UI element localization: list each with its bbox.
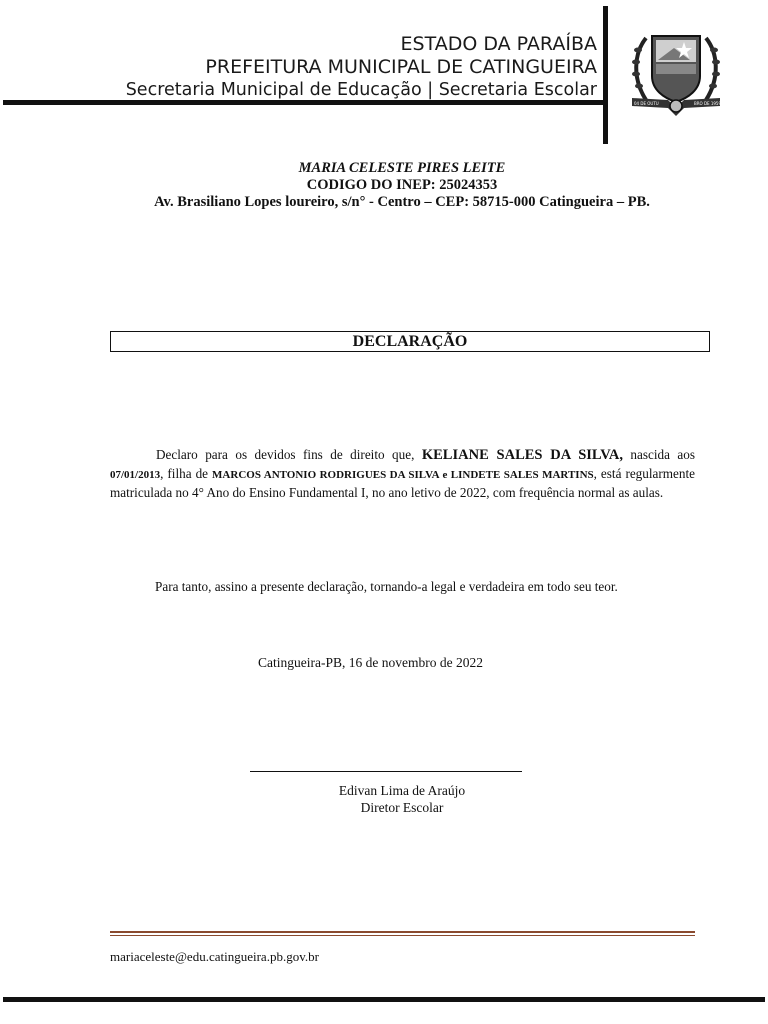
header-prefecture: PREFEITURA MUNICIPAL DE CATINGUEIRA (205, 56, 597, 78)
date-line: Catingueira-PB, 16 de novembro de 2022 (258, 655, 483, 670)
document-title: DECLARAÇÃO (110, 331, 710, 352)
header-state: ESTADO DA PARAÍBA (400, 33, 597, 55)
p1-and: e (439, 468, 451, 481)
coat-of-arms-icon (628, 28, 724, 118)
footer-email: mariaceleste@edu.catingueira.pb.gov.br (110, 949, 319, 964)
signer-role: Diretor Escolar (360, 800, 444, 815)
p1-born: nascida aos (622, 447, 695, 462)
p1-intro: Declaro para os devidos fins de direito que, (156, 447, 422, 462)
bottom-border (3, 997, 765, 1002)
footer-divider-thin (110, 935, 695, 936)
school-address: Av. Brasiliano Lopes loureiro, s/n° - Centro – CEP: 58715-000 Catingueira – PB. (154, 194, 650, 210)
school-name: MARIA CELESTE PIRES LEITE (298, 160, 506, 176)
svg-text:BRO DE 1959: BRO DE 1959 (694, 101, 722, 106)
signature-block (292, 782, 512, 816)
header-divider-horizontal (3, 100, 606, 105)
birth-date: 07/01/2013 (110, 468, 161, 481)
declaration-paragraph (110, 446, 695, 502)
signature-line (250, 771, 522, 772)
header-text (126, 33, 597, 102)
mother-name: LINDETE SALES MARTINS (450, 468, 594, 481)
footer-divider (110, 931, 695, 933)
closing-paragraph: Para tanto, assino a presente declaração, tornando-a legal e verdadeira em todo seu teor. (155, 579, 618, 594)
father-name: MARCOS ANTONIO RODRIGUES DA SILVA (212, 468, 439, 481)
p1-rest: , está regularmente matriculada no 4° Ano do Ensino Fundamental I, no ano letivo de 2022, com frequência normal as aulas. (110, 465, 696, 500)
svg-text:04 DE OUTU: 04 DE OUTU (634, 101, 659, 106)
student-name: KELIANE SALES DA SILVA, (421, 447, 623, 463)
header-divider-vertical (603, 6, 608, 144)
header-secretariat: Secretaria Municipal de Educação | Secretaria Escolar (125, 80, 597, 100)
signer-name: Edivan Lima de Araújo (338, 783, 466, 798)
p1-daughter: , filha de (160, 465, 213, 481)
school-info (0, 160, 768, 211)
school-inep: CODIGO DO INEP: 25024353 (306, 177, 498, 193)
